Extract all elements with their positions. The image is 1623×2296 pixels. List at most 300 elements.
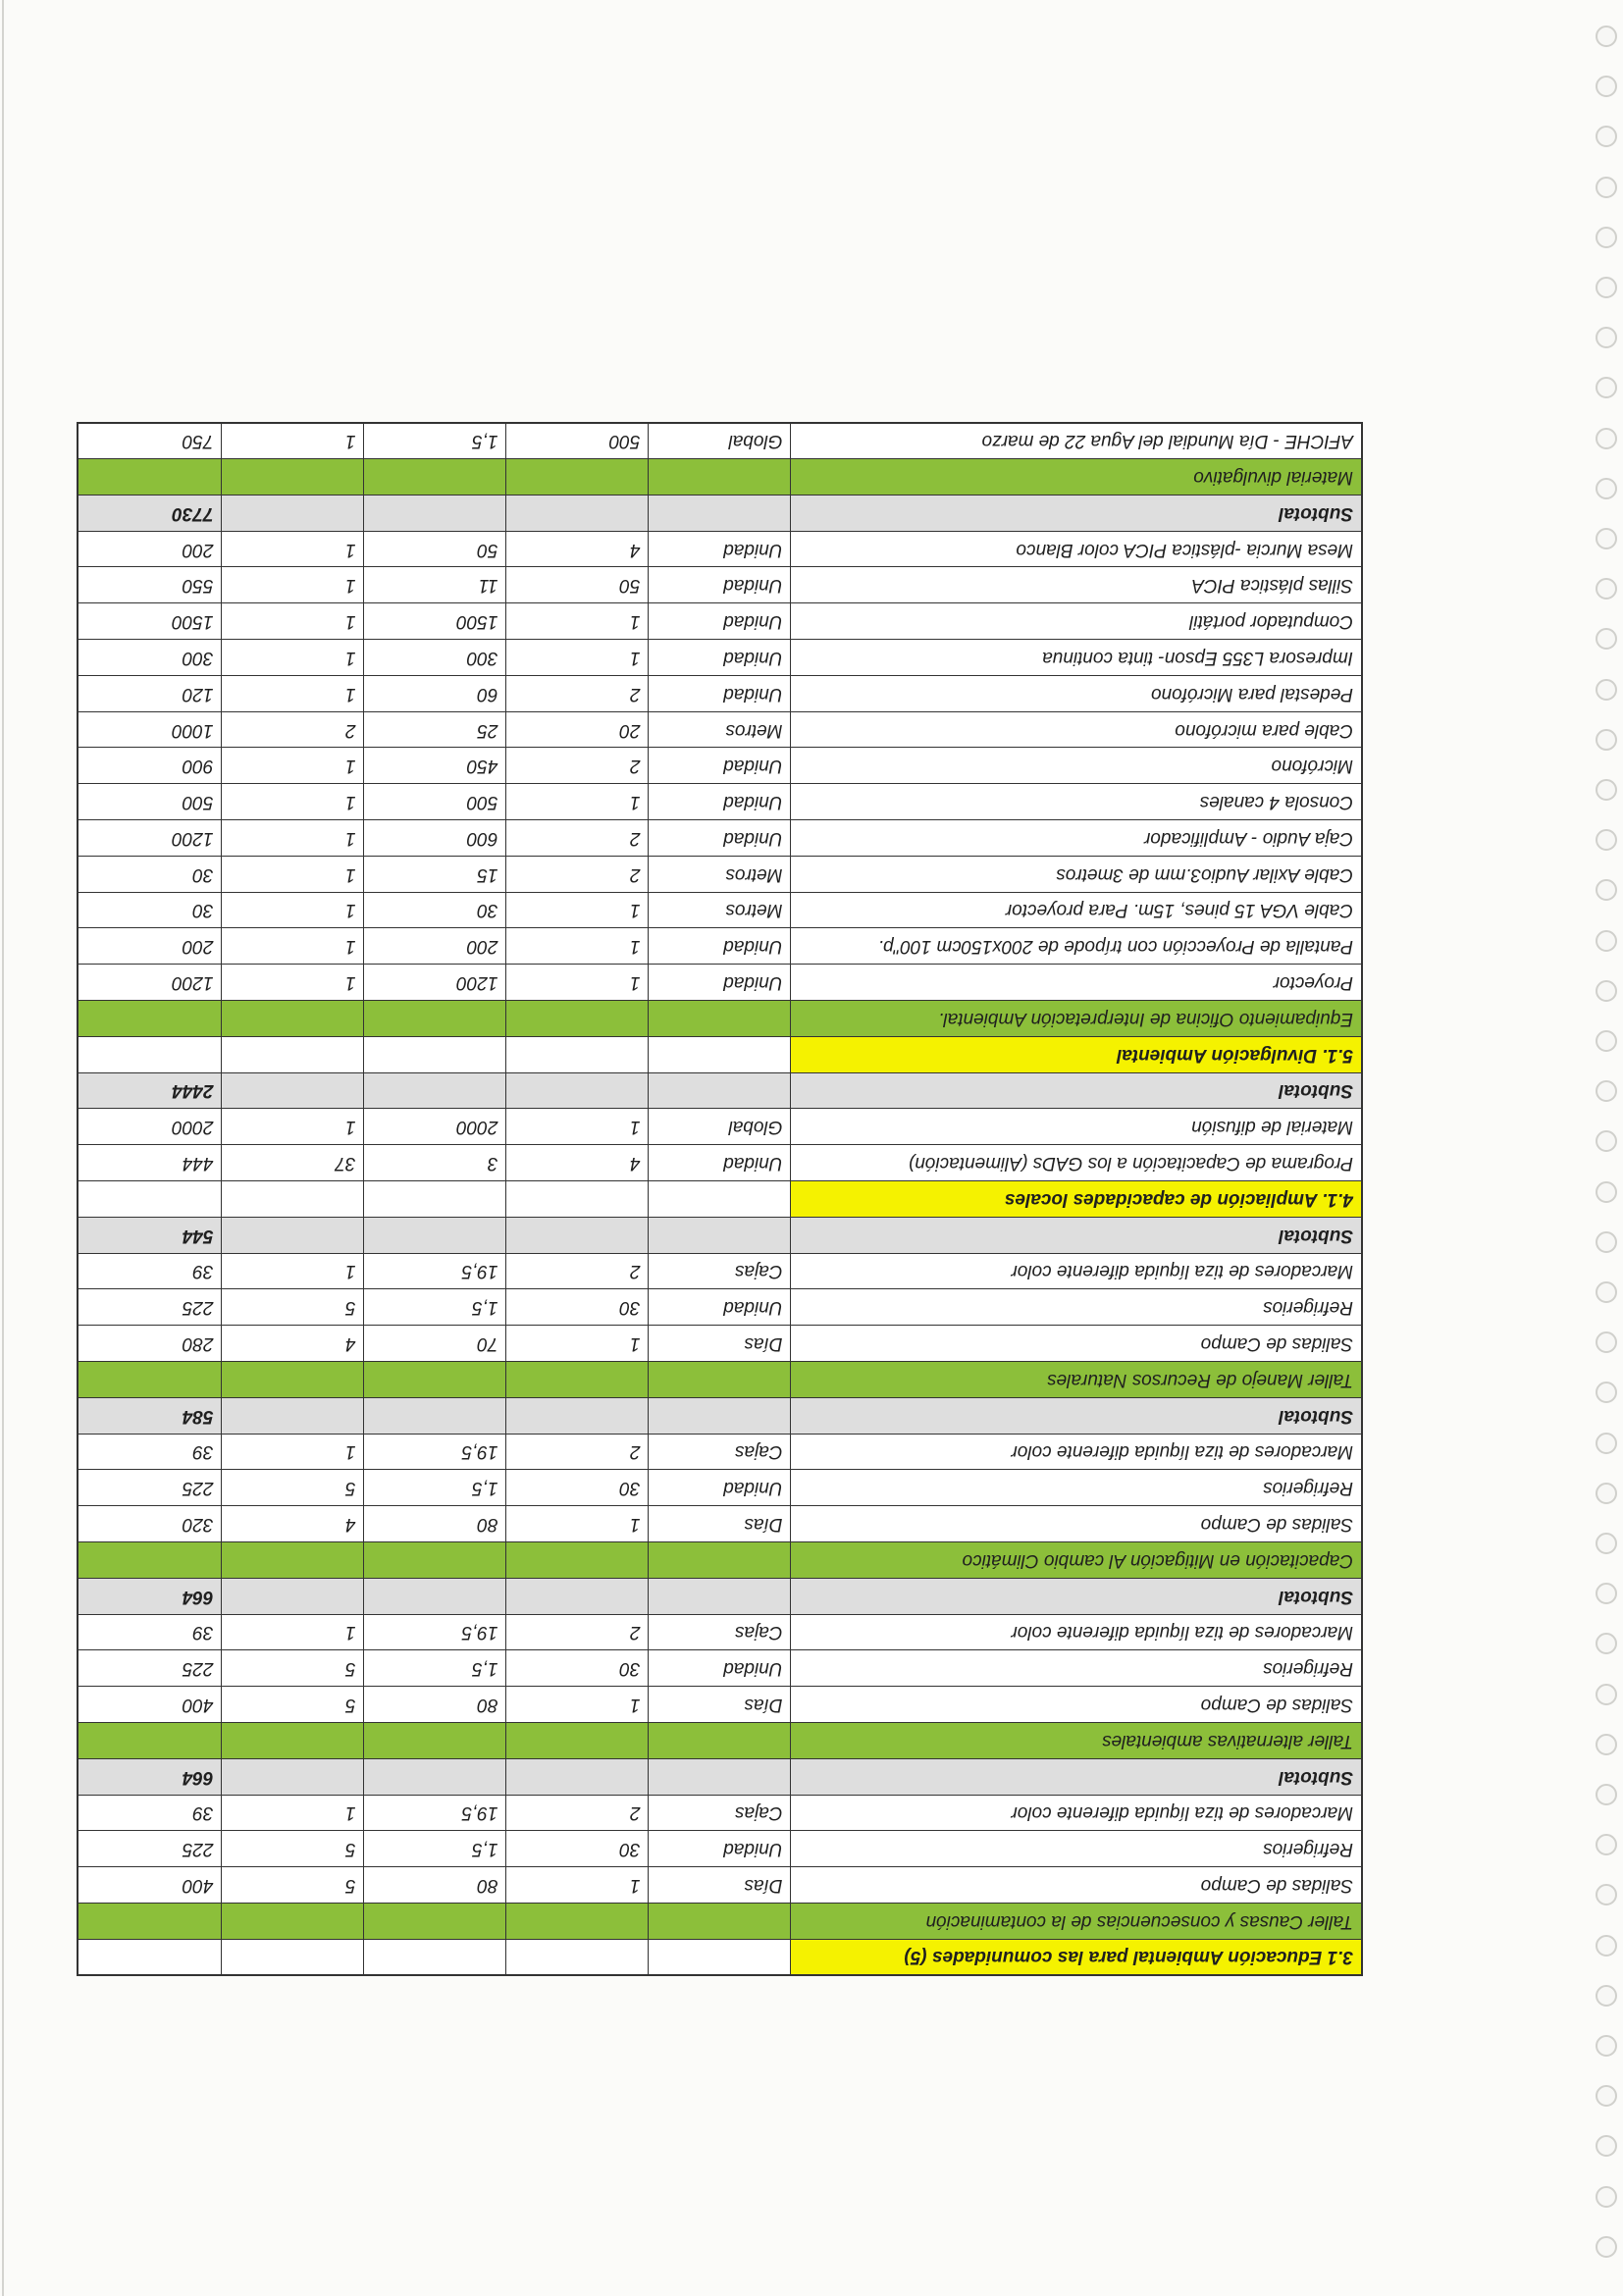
cell-unit: Unidad (649, 965, 791, 1001)
cell-total: 225 (78, 1650, 222, 1687)
cell-unit (649, 1180, 791, 1217)
cell-total: 1000 (78, 711, 222, 748)
cell-description: Salidas de Campo (791, 1506, 1362, 1542)
binder-hole (1596, 1231, 1617, 1253)
cell-quantity (506, 459, 649, 496)
cell-total: 200 (78, 531, 222, 567)
cell-count (222, 1000, 364, 1036)
subtotal-row (78, 1397, 1362, 1434)
cell-description: Cable para micrófono (791, 711, 1362, 748)
cell-price: 60 (364, 675, 506, 711)
cell-quantity: 1 (506, 965, 649, 1001)
page-edge (2, 0, 4, 2296)
cell-unit: Cajas (649, 1795, 791, 1831)
section-row (78, 1180, 1362, 1217)
cell-description: Refrigerios (791, 1650, 1362, 1687)
table-row (78, 531, 1362, 567)
cell-quantity: 4 (506, 1145, 649, 1181)
table-row (78, 423, 1362, 459)
binder-hole (1596, 1433, 1617, 1454)
binder-hole (1596, 1784, 1617, 1805)
cell-total (78, 1000, 222, 1036)
cell-quantity (506, 1217, 649, 1253)
cell-count (222, 1036, 364, 1072)
cell-count: 5 (222, 1867, 364, 1904)
cell-total: 30 (78, 856, 222, 892)
cell-unit (649, 1361, 791, 1397)
cell-quantity (506, 1361, 649, 1397)
budget-table (77, 422, 1363, 1976)
binder-hole (1596, 2236, 1617, 2258)
cell-unit (649, 1217, 791, 1253)
table-row (78, 1650, 1362, 1687)
cell-total: 444 (78, 1145, 222, 1181)
cell-quantity (506, 1578, 649, 1614)
cell-description: Refrigerios (791, 1470, 1362, 1506)
cell-price: 1,5 (364, 423, 506, 459)
cell-price (364, 1000, 506, 1036)
group-row (78, 1541, 1362, 1578)
binder-holes (1592, 0, 1617, 2296)
cell-quantity (506, 1072, 649, 1109)
cell-total: 39 (78, 1253, 222, 1289)
cell-description: Subtotal (791, 1397, 1362, 1434)
cell-price (364, 1072, 506, 1109)
cell-description: Refrigerios (791, 1289, 1362, 1326)
cell-price (364, 1180, 506, 1217)
cell-total: 7730 (78, 495, 222, 531)
cell-unit: Metros (649, 856, 791, 892)
cell-count (222, 1939, 364, 1975)
binder-hole (1596, 578, 1617, 600)
cell-total: 225 (78, 1289, 222, 1326)
cell-price: 1,5 (364, 1650, 506, 1687)
cell-unit: Días (649, 1506, 791, 1542)
cell-unit (649, 1758, 791, 1795)
cell-price: 25 (364, 711, 506, 748)
binder-hole (1596, 1030, 1617, 1052)
cell-description: 4.1. Ampliación de capacidades locales (791, 1180, 1362, 1217)
cell-price: 1,5 (364, 1470, 506, 1506)
table-row (78, 567, 1362, 603)
binder-hole (1596, 1181, 1617, 1203)
cell-description: Subtotal (791, 1758, 1362, 1795)
binder-hole (1596, 2085, 1617, 2107)
cell-description: Refrigerios (791, 1831, 1362, 1867)
table-row (78, 1289, 1362, 1326)
cell-total (78, 1361, 222, 1397)
cell-unit: Unidad (649, 1831, 791, 1867)
cell-quantity (506, 1939, 649, 1975)
cell-quantity: 2 (506, 1795, 649, 1831)
cell-quantity (506, 1000, 649, 1036)
cell-quantity: 1 (506, 928, 649, 965)
cell-unit: Unidad (649, 675, 791, 711)
table-row (78, 1795, 1362, 1831)
cell-quantity (506, 1903, 649, 1939)
table-row (78, 965, 1362, 1001)
binder-hole (1596, 729, 1617, 751)
cell-price (364, 459, 506, 496)
binder-hole (1596, 1935, 1617, 1957)
subtotal-row (78, 1217, 1362, 1253)
cell-description: Taller alternativas ambientales (791, 1722, 1362, 1758)
cell-price: 80 (364, 1506, 506, 1542)
cell-count: 1 (222, 567, 364, 603)
table-row (78, 1434, 1362, 1470)
cell-total: 500 (78, 784, 222, 820)
cell-price: 70 (364, 1326, 506, 1362)
cell-quantity: 50 (506, 567, 649, 603)
binder-hole (1596, 1734, 1617, 1755)
cell-quantity: 30 (506, 1470, 649, 1506)
subtotal-row (78, 1758, 1362, 1795)
cell-quantity: 1 (506, 892, 649, 928)
table-row (78, 748, 1362, 784)
cell-count: 1 (222, 640, 364, 676)
cell-count: 1 (222, 928, 364, 965)
cell-total: 544 (78, 1217, 222, 1253)
cell-count: 1 (222, 965, 364, 1001)
cell-total: 39 (78, 1614, 222, 1650)
cell-total: 750 (78, 423, 222, 459)
binder-hole (1596, 1382, 1617, 1403)
cell-price: 80 (364, 1867, 506, 1904)
cell-total: 584 (78, 1397, 222, 1434)
cell-price: 2000 (364, 1109, 506, 1145)
cell-unit: Unidad (649, 567, 791, 603)
cell-count: 1 (222, 1109, 364, 1145)
cell-unit: Unidad (649, 1289, 791, 1326)
cell-price: 600 (364, 820, 506, 857)
cell-count: 1 (222, 603, 364, 640)
cell-total: 200 (78, 928, 222, 965)
cell-quantity: 1 (506, 1506, 649, 1542)
cell-unit (649, 1903, 791, 1939)
table-row (78, 784, 1362, 820)
cell-unit: Cajas (649, 1614, 791, 1650)
cell-description: Capacitación en Mitigación Al cambio Climático (791, 1541, 1362, 1578)
cell-price: 50 (364, 531, 506, 567)
cell-quantity: 1 (506, 1109, 649, 1145)
cell-count: 1 (222, 856, 364, 892)
binder-hole (1596, 1080, 1617, 1102)
cell-description: Salidas de Campo (791, 1326, 1362, 1362)
cell-count: 1 (222, 1434, 364, 1470)
group-row (78, 459, 1362, 496)
cell-count: 5 (222, 1650, 364, 1687)
cell-unit: Unidad (649, 531, 791, 567)
cell-price (364, 1541, 506, 1578)
cell-total: 400 (78, 1687, 222, 1723)
cell-count: 5 (222, 1470, 364, 1506)
cell-unit (649, 1939, 791, 1975)
budget-table-body (78, 423, 1362, 1975)
table-row (78, 892, 1362, 928)
cell-quantity: 30 (506, 1650, 649, 1687)
cell-count (222, 459, 364, 496)
cell-unit: Unidad (649, 640, 791, 676)
table-row (78, 1614, 1362, 1650)
cell-quantity: 20 (506, 711, 649, 748)
table-row (78, 820, 1362, 857)
cell-count (222, 1072, 364, 1109)
cell-total: 1500 (78, 603, 222, 640)
cell-total (78, 1541, 222, 1578)
binder-hole (1596, 1633, 1617, 1654)
binder-hole (1596, 327, 1617, 348)
cell-quantity: 2 (506, 856, 649, 892)
cell-description: Sillas plástica PICA (791, 567, 1362, 603)
subtotal-row (78, 1072, 1362, 1109)
cell-quantity (506, 495, 649, 531)
cell-total: 2444 (78, 1072, 222, 1109)
cell-total: 120 (78, 675, 222, 711)
cell-count: 5 (222, 1687, 364, 1723)
cell-unit (649, 1541, 791, 1578)
cell-count (222, 1758, 364, 1795)
cell-count: 1 (222, 820, 364, 857)
cell-description: Subtotal (791, 1217, 1362, 1253)
table-row (78, 711, 1362, 748)
cell-count: 5 (222, 1289, 364, 1326)
cell-quantity: 1 (506, 603, 649, 640)
cell-total (78, 1939, 222, 1975)
cell-total: 664 (78, 1758, 222, 1795)
cell-total: 39 (78, 1795, 222, 1831)
group-row (78, 1903, 1362, 1939)
cell-price (364, 1722, 506, 1758)
cell-unit: Días (649, 1326, 791, 1362)
cell-count: 5 (222, 1831, 364, 1867)
table-row (78, 1145, 1362, 1181)
cell-total: 900 (78, 748, 222, 784)
table-row (78, 1506, 1362, 1542)
cell-quantity (506, 1541, 649, 1578)
cell-unit: Metros (649, 711, 791, 748)
table-row (78, 640, 1362, 676)
cell-price (364, 1758, 506, 1795)
cell-quantity: 30 (506, 1831, 649, 1867)
cell-total: 225 (78, 1831, 222, 1867)
cell-quantity: 30 (506, 1289, 649, 1326)
cell-description: Subtotal (791, 1072, 1362, 1109)
binder-hole (1596, 528, 1617, 549)
binder-hole (1596, 2135, 1617, 2157)
cell-count: 4 (222, 1506, 364, 1542)
cell-count: 1 (222, 531, 364, 567)
cell-price: 19,5 (364, 1434, 506, 1470)
cell-price: 19,5 (364, 1614, 506, 1650)
cell-description: Subtotal (791, 495, 1362, 531)
binder-hole (1596, 628, 1617, 650)
cell-count (222, 1397, 364, 1434)
group-row (78, 1722, 1362, 1758)
binder-hole (1596, 2035, 1617, 2057)
cell-unit (649, 495, 791, 531)
cell-quantity: 2 (506, 1253, 649, 1289)
cell-quantity: 1 (506, 1326, 649, 1362)
cell-count: 1 (222, 892, 364, 928)
binder-hole (1596, 1130, 1617, 1152)
cell-total (78, 1722, 222, 1758)
cell-total: 2000 (78, 1109, 222, 1145)
binder-hole (1596, 26, 1617, 47)
cell-total: 280 (78, 1326, 222, 1362)
cell-quantity: 1 (506, 640, 649, 676)
cell-count: 1 (222, 1253, 364, 1289)
cell-unit: Unidad (649, 748, 791, 784)
cell-price: 1200 (364, 965, 506, 1001)
cell-description: Programa de Capacitación a los GADs (Alimentación) (791, 1145, 1362, 1181)
cell-price: 3 (364, 1145, 506, 1181)
cell-count (222, 1541, 364, 1578)
cell-description: Equipamiento Oficina de Interpretación Ambiental. (791, 1000, 1362, 1036)
cell-unit: Unidad (649, 928, 791, 965)
table-row (78, 603, 1362, 640)
cell-count (222, 1903, 364, 1939)
cell-count (222, 1578, 364, 1614)
binder-hole (1596, 227, 1617, 248)
group-row (78, 1000, 1362, 1036)
cell-quantity: 4 (506, 531, 649, 567)
binder-hole (1596, 277, 1617, 298)
cell-count (222, 1180, 364, 1217)
cell-price: 15 (364, 856, 506, 892)
cell-unit: Unidad (649, 820, 791, 857)
cell-unit: Cajas (649, 1434, 791, 1470)
cell-description: Cable VGA 15 pines, 15m. Para proyector (791, 892, 1362, 928)
binder-hole (1596, 1533, 1617, 1554)
cell-unit: Cajas (649, 1253, 791, 1289)
cell-total: 400 (78, 1867, 222, 1904)
cell-quantity: 500 (506, 423, 649, 459)
cell-quantity (506, 1722, 649, 1758)
cell-description: Taller Manejo de Recursos Naturales (791, 1361, 1362, 1397)
cell-count (222, 1361, 364, 1397)
cell-total: 320 (78, 1506, 222, 1542)
cell-price: 30 (364, 892, 506, 928)
cell-description: Marcadores de tiza líquida diferente color (791, 1795, 1362, 1831)
section-row (78, 1939, 1362, 1975)
cell-quantity (506, 1036, 649, 1072)
binder-hole (1596, 1985, 1617, 2007)
binder-hole (1596, 2186, 1617, 2208)
cell-description: 3.1 Educación Ambiental para las comunidades (5) (791, 1939, 1362, 1975)
cell-quantity: 1 (506, 1687, 649, 1723)
cell-unit (649, 1036, 791, 1072)
cell-price (364, 1578, 506, 1614)
binder-hole (1596, 76, 1617, 97)
cell-count (222, 495, 364, 531)
cell-description: Caja Audio - Amplificador (791, 820, 1362, 857)
cell-price (364, 1397, 506, 1434)
binder-hole (1596, 1834, 1617, 1855)
cell-quantity: 1 (506, 784, 649, 820)
cell-price (364, 1903, 506, 1939)
binder-hole (1596, 1884, 1617, 1905)
cell-price: 19,5 (364, 1795, 506, 1831)
cell-description: Impresora L355 Epson- tinta continua (791, 640, 1362, 676)
cell-unit: Días (649, 1687, 791, 1723)
cell-price (364, 1939, 506, 1975)
cell-unit (649, 1722, 791, 1758)
cell-description: Material divulgativo (791, 459, 1362, 496)
binder-hole (1596, 126, 1617, 147)
binder-hole (1596, 1483, 1617, 1504)
binder-hole (1596, 829, 1617, 851)
cell-total (78, 1903, 222, 1939)
cell-total (78, 1180, 222, 1217)
cell-quantity (506, 1397, 649, 1434)
cell-count (222, 1217, 364, 1253)
cell-unit (649, 1000, 791, 1036)
cell-count: 1 (222, 748, 364, 784)
cell-description: Cable Axilar Audio3.mm de 3metros (791, 856, 1362, 892)
binder-hole (1596, 1331, 1617, 1353)
cell-count: 1 (222, 1795, 364, 1831)
table-row (78, 675, 1362, 711)
cell-quantity: 2 (506, 1434, 649, 1470)
cell-count: 1 (222, 423, 364, 459)
cell-description: Computador portátil (791, 603, 1362, 640)
cell-unit (649, 1397, 791, 1434)
cell-description: Consola 4 canales (791, 784, 1362, 820)
cell-price: 1500 (364, 603, 506, 640)
cell-price (364, 495, 506, 531)
binder-hole (1596, 478, 1617, 499)
group-row (78, 1361, 1362, 1397)
table-row (78, 1253, 1362, 1289)
cell-quantity: 2 (506, 820, 649, 857)
cell-quantity (506, 1180, 649, 1217)
cell-unit: Global (649, 423, 791, 459)
cell-price: 19,5 (364, 1253, 506, 1289)
subtotal-row (78, 495, 1362, 531)
binder-hole (1596, 1684, 1617, 1705)
cell-unit (649, 1578, 791, 1614)
cell-description: Micrófono (791, 748, 1362, 784)
table-row (78, 1109, 1362, 1145)
cell-count: 2 (222, 711, 364, 748)
cell-total: 1200 (78, 965, 222, 1001)
cell-description: Marcadores de tiza líquida diferente color (791, 1253, 1362, 1289)
table-row (78, 856, 1362, 892)
cell-count (222, 1722, 364, 1758)
binder-hole (1596, 377, 1617, 398)
cell-price: 1,5 (364, 1831, 506, 1867)
cell-price: 200 (364, 928, 506, 965)
cell-description: Salidas de Campo (791, 1867, 1362, 1904)
table-row (78, 1326, 1362, 1362)
table-row (78, 1470, 1362, 1506)
cell-total: 225 (78, 1470, 222, 1506)
cell-description: Taller Causas y consecuencias de la contaminación (791, 1903, 1362, 1939)
cell-unit (649, 1072, 791, 1109)
cell-description: Marcadores de tiza líquida diferente color (791, 1434, 1362, 1470)
cell-description: Mesa Murcia -plástica PICA color Blanco (791, 531, 1362, 567)
subtotal-row (78, 1578, 1362, 1614)
cell-unit: Unidad (649, 603, 791, 640)
cell-unit: Unidad (649, 1145, 791, 1181)
cell-total (78, 459, 222, 496)
cell-description: Salidas de Campo (791, 1687, 1362, 1723)
cell-count: 4 (222, 1326, 364, 1362)
table-row (78, 1867, 1362, 1904)
binder-hole (1596, 930, 1617, 952)
binder-hole (1596, 980, 1617, 1002)
cell-unit (649, 459, 791, 496)
